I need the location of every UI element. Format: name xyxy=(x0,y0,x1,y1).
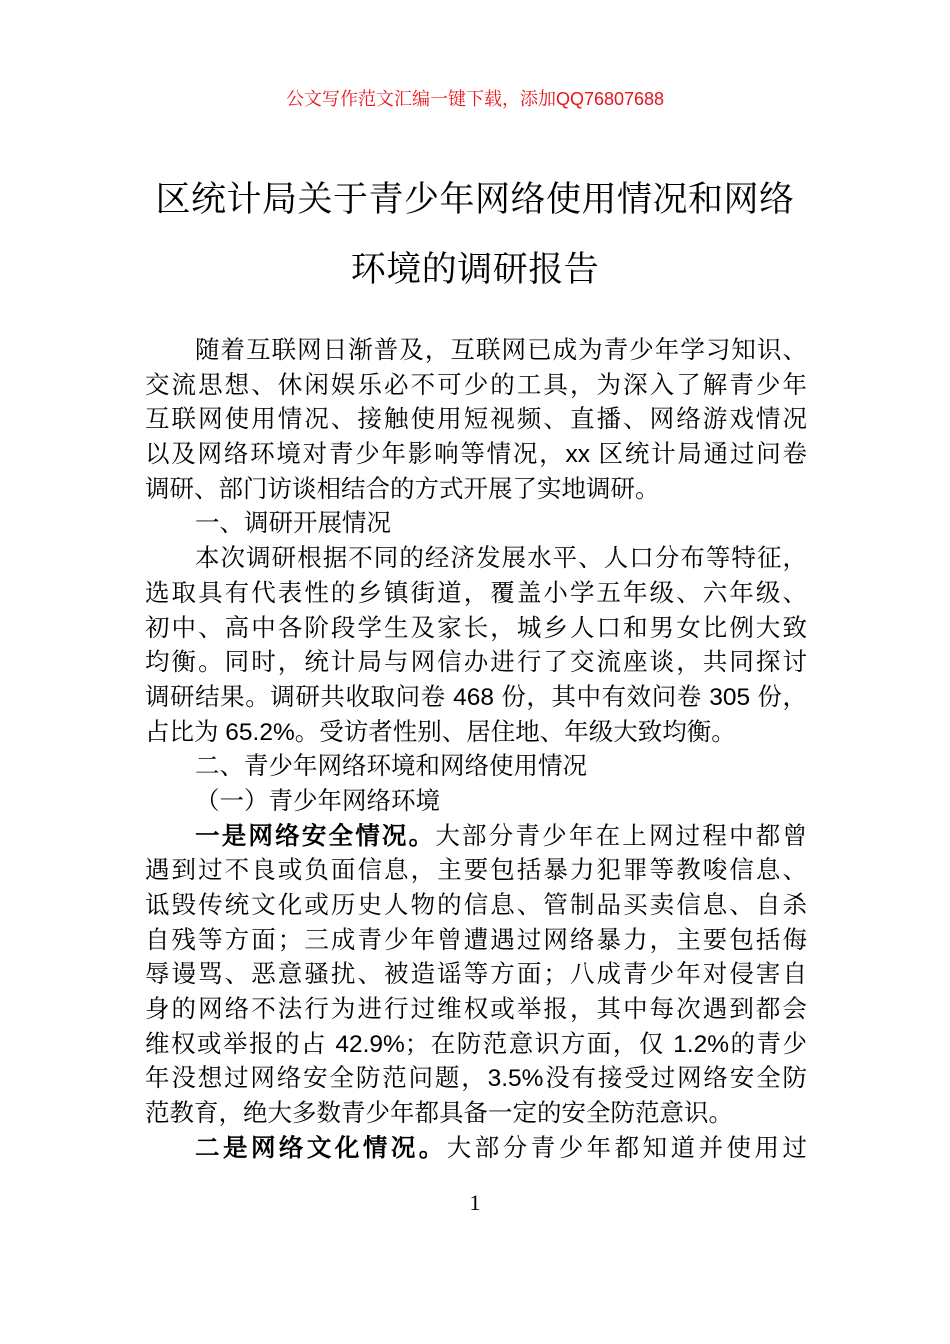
paragraph xyxy=(145,334,807,507)
line-text: 本次调研根据不同的经济发展水平、人口分布等特征， xyxy=(195,545,807,573)
text-line xyxy=(145,646,807,681)
line-text: 选取具有代表性的乡镇街道，覆盖小学五年级、六年级、 xyxy=(145,579,807,607)
text-line xyxy=(145,507,807,542)
text-line xyxy=(145,889,807,924)
text-line xyxy=(145,958,807,993)
line-text: 维权或举报的占 42.9%；在防范意识方面，仅 1.2%的青少 xyxy=(145,1030,807,1058)
text-line xyxy=(145,993,807,1028)
text-line xyxy=(145,542,807,577)
line-text: 互联网使用情况、接触使用短视频、直播、网络游戏情况 xyxy=(145,406,807,434)
text-line xyxy=(145,403,807,438)
line-text: 范教育，绝大多数青少年都具备一定的安全防范意识。 xyxy=(145,1100,733,1128)
line-text: 调研、部门访谈相结合的方式开展了实地调研。 xyxy=(145,475,660,503)
line-text: 大部分青少年都知道并使用过 xyxy=(446,1134,808,1162)
line-text: 身的网络不法行为进行过维权或举报，其中每次遇到都会 xyxy=(145,996,807,1024)
download-notice-header: 公文写作范文汇编一键下载，添加QQ76807688 xyxy=(285,89,665,109)
bold-lead-in: 一是网络安全情况。 xyxy=(195,822,436,850)
text-line xyxy=(145,681,807,716)
line-text: 占比为 65.2%。受访者性别、居住地、年级大致均衡。 xyxy=(145,718,736,746)
page-number: 1 xyxy=(469,1190,481,1215)
line-text: （一）青少年网络环境 xyxy=(195,787,440,815)
text-line xyxy=(145,1062,807,1097)
text-line xyxy=(145,820,807,855)
line-text: 二、青少年网络环境和网络使用情况 xyxy=(195,753,587,781)
text-line xyxy=(145,750,807,785)
text-line xyxy=(145,1028,807,1063)
line-text: 均衡。同时，统计局与网信办进行了交流座谈，共同探讨 xyxy=(145,649,807,677)
text-line xyxy=(145,854,807,889)
paragraph xyxy=(145,785,807,820)
line-text: 诋毁传统文化或历史人物的信息、管制品买卖信息、自杀 xyxy=(145,892,807,919)
text-line xyxy=(145,716,807,751)
paragraph xyxy=(145,750,807,785)
text-line xyxy=(145,334,807,369)
line-text: 调研结果。调研共收取问卷 468 份，其中有效问卷 305 份， xyxy=(145,683,807,711)
text-line xyxy=(145,1132,807,1167)
line-text: 年没想过网络安全防范问题，3.5%没有接受过网络安全防 xyxy=(145,1065,807,1093)
line-text: 随着互联网日渐普及，互联网已成为青少年学习知识、 xyxy=(195,337,807,364)
bold-lead-in: 二是网络文化情况。 xyxy=(195,1134,447,1162)
line-text: 交流思想、休闲娱乐必不可少的工具，为深入了解青少年 xyxy=(145,371,807,399)
line-text: 大部分青少年在上网过程中都曾 xyxy=(435,822,808,850)
paragraph xyxy=(145,507,807,542)
text-line xyxy=(145,438,807,473)
line-text: 一、调研开展情况 xyxy=(195,510,391,538)
paragraph xyxy=(145,1132,807,1167)
document-body xyxy=(145,334,807,1167)
text-line xyxy=(145,785,807,820)
line-text: 辱谩骂、恶意骚扰、被造谣等方面；八成青少年对侵害自 xyxy=(145,961,807,989)
paragraph xyxy=(145,820,807,1132)
text-line xyxy=(145,1097,807,1132)
text-line xyxy=(145,924,807,959)
line-text: 初中、高中各阶段学生及家长，城乡人口和男女比例大致 xyxy=(145,614,807,642)
paragraph xyxy=(145,542,807,750)
text-line xyxy=(145,369,807,404)
text-line xyxy=(145,577,807,612)
text-line xyxy=(145,473,807,508)
line-text: 以及网络环境对青少年影响等情况，xx 区统计局通过问卷 xyxy=(145,441,807,469)
document-title-line-1: 区统计局关于青少年网络使用情况和网络 xyxy=(155,180,795,219)
line-text: 遇到过不良或负面信息，主要包括暴力犯罪等教唆信息、 xyxy=(145,857,807,885)
line-text: 自残等方面；三成青少年曾遭遇过网络暴力，主要包括侮 xyxy=(145,926,807,954)
document-title-line-2: 环境的调研报告 xyxy=(350,250,600,289)
text-line xyxy=(145,612,807,647)
